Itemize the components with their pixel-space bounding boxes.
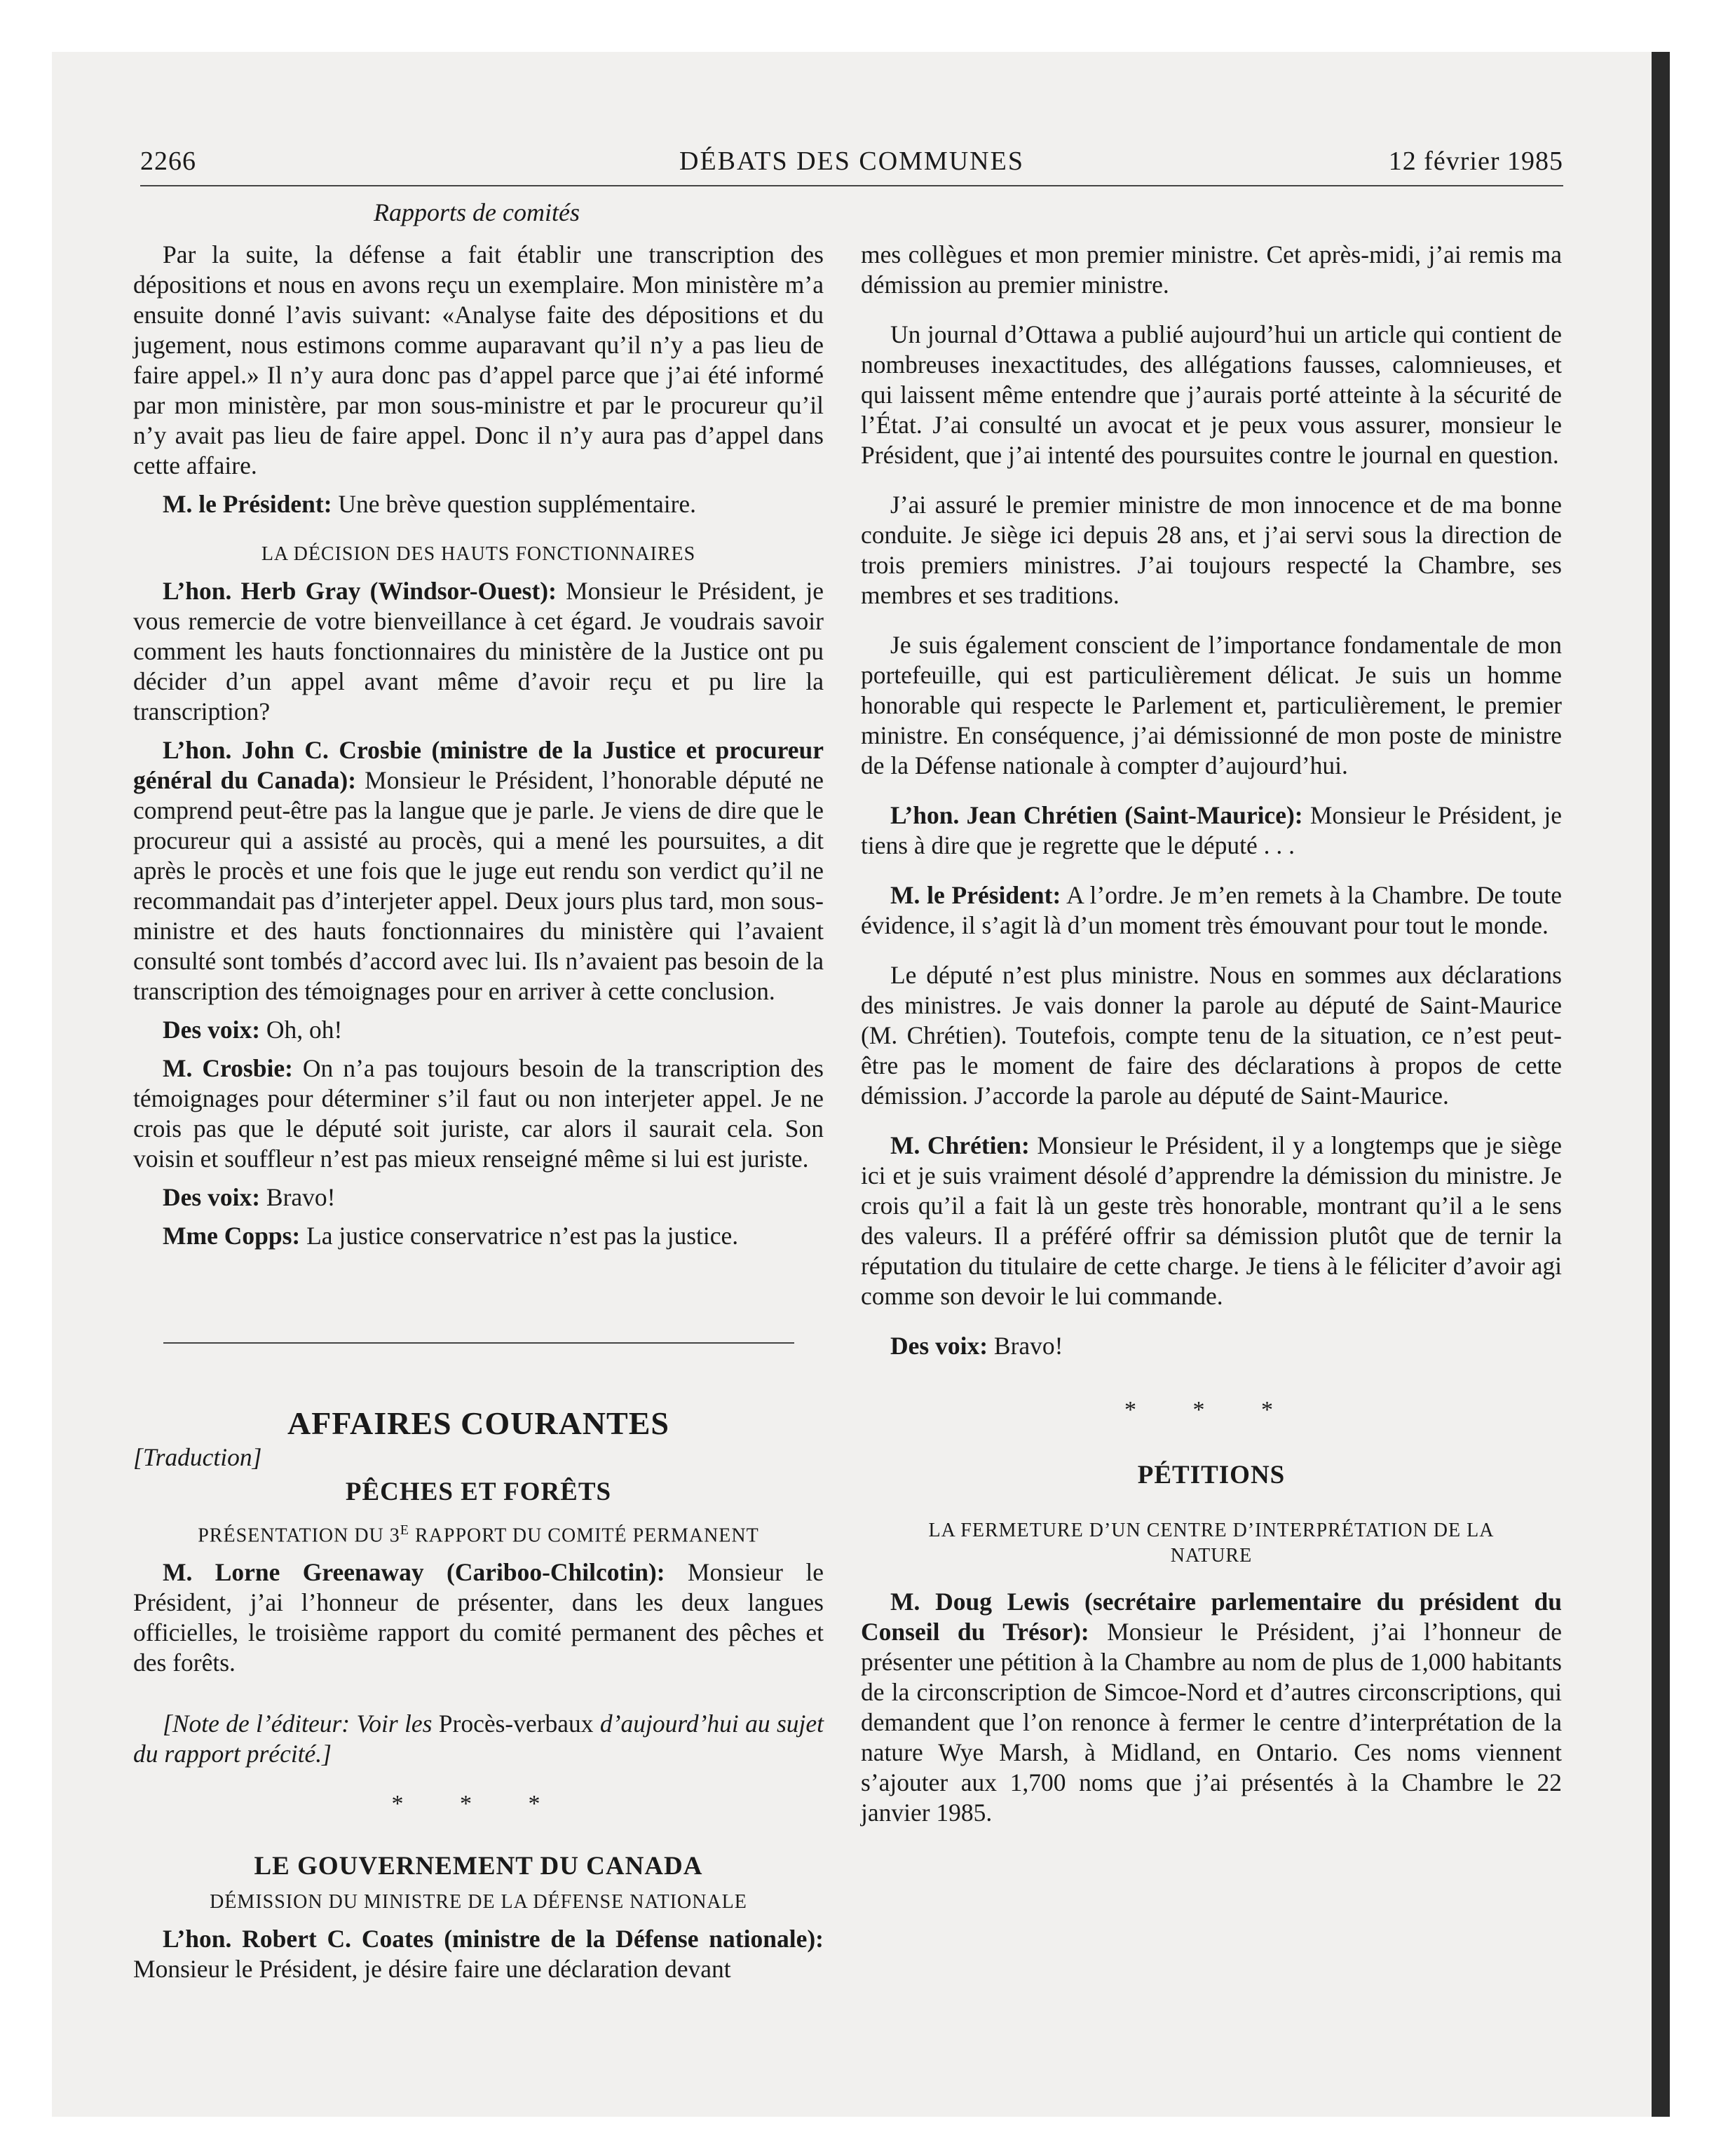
subheading-text: RAPPORT DU COMITÉ PERMANENT xyxy=(409,1524,759,1547)
speech xyxy=(133,489,824,519)
speech-text: Monsieur le Président, je désire faire une déclaration devant xyxy=(133,1955,731,1984)
speech-text: Monsieur le Président, il y a longtemps que je siège ici et je suis vraiment désolé d’apprendre la démission du ministre. Je crois qu’il a fait là un geste très honorable, montrant qu’il a le sens des valeurs. Il a préféré offrir sa démission plutôt que de ternir la réputation du titulaire de cette charge. Je tiens à le féliciter d’avoir agi comme son devoir le lui commande. xyxy=(861,1131,1562,1310)
speech-text: Monsieur le Président, je vous remercie de votre bienveillance à cet égard. Je voudrais savoir comment les hauts fonctionnaires du ministère de la Justice ont pu décider d’un appel avant même d’avoir reçu et pu lire la transcription? xyxy=(133,577,824,725)
speech xyxy=(133,1924,824,1984)
section-separator: * * * xyxy=(391,1791,566,1817)
speech xyxy=(861,1587,1562,1828)
binding-edge xyxy=(1652,52,1670,2117)
speaker: M. le Président: xyxy=(163,490,332,518)
left-column xyxy=(133,240,824,1984)
section-separator: * * * xyxy=(1124,1397,1298,1423)
speaker: M. le Président: xyxy=(890,881,1061,909)
section-heading: AFFAIRES COURANTES xyxy=(287,1405,669,1441)
translation-marker: [Traduction] xyxy=(133,1443,262,1471)
speech-text: On n’a pas toujours besoin de la transcription des témoignages pour déterminer s’il faut ou non interjeter appel. Je ne crois pas que le député soit juriste, car alors il saurait cela. Son voisin et souffleur n’est pas mieux renseigné même si lui est juriste. xyxy=(133,1054,824,1173)
paragraph: Un journal d’Ottawa a publié aujourd’hui un article qui contient de nombreuses inexactitudes, des allégations fausses, calomnieuses, et qui laissent même entendre que j’aurais porté atteinte à la sécurité de l’État. J’ai consulté un avocat et je peux vous assurer, monsieur le Président, que j’ai intenté des poursuites contre le journal en question. xyxy=(861,320,1562,469)
subheading xyxy=(133,1515,824,1550)
speech-text: Bravo! xyxy=(260,1183,336,1211)
speech xyxy=(133,735,824,1007)
superscript: E xyxy=(400,1522,409,1538)
speaker: M. Doug Lewis (secrétaire parlementaire du président du Conseil du Trésor): xyxy=(861,1588,1562,1646)
section-divider xyxy=(163,1342,794,1344)
publication-title: DÉBATS DES COMMUNES xyxy=(679,146,1024,176)
speech-text: Monsieur le Président, j’ai l’honneur de présenter, dans les deux langues officielles, le troisième rapport du comité permanent des pêches et des forêts. xyxy=(133,1558,824,1677)
speaker: L’hon. Jean Chrétien (Saint-Maurice): xyxy=(890,801,1303,829)
speaker: Mme Copps: xyxy=(163,1222,301,1250)
paragraph: mes collègues et mon premier ministre. Cet après-midi, j’ai remis ma démission au premier ministre. xyxy=(861,240,1562,299)
paragraph: Par la suite, la défense a fait établir une transcription des dépositions et nous en avons reçu un exemplaire. Mon ministère m’a ensuite donné l’avis suivant: «Analyse faite des dépositions et du jugement, nous estimons comme auparavant qu’il n’y a pas lieu de faire appel.» Il n’y aura donc pas d’appel parce que j’ai été informé par mon ministère, par mon sous-ministre et par le procureur qu’il n’y avait pas lieu de faire appel. Donc il n’y aura pas d’appel dans cette affaire. xyxy=(133,240,824,479)
speaker: L’hon. Herb Gray (Windsor-Ouest): xyxy=(163,577,557,605)
speech xyxy=(861,1331,1562,1361)
speech-text: A l’ordre. Je m’en remets à la Chambre. De toute évidence, il s’agit là d’un moment très émouvant pour tout le monde. xyxy=(861,881,1562,939)
speaker: L’hon. Robert C. Coates (ministre de la Défense nationale): xyxy=(163,1925,824,1953)
speaker: M. Lorne Greenaway (Cariboo-Chilcotin): xyxy=(163,1558,665,1587)
speech xyxy=(133,1015,824,1045)
speaker: Des voix: xyxy=(163,1016,261,1044)
right-column xyxy=(861,240,1562,1828)
speech xyxy=(133,1182,824,1213)
running-head: Rapports de comités xyxy=(374,198,580,226)
issue-date: 12 février 1985 xyxy=(1388,146,1563,176)
section-heading: LE GOUVERNEMENT DU CANADA xyxy=(254,1852,703,1881)
speaker: Des voix: xyxy=(163,1183,261,1211)
speech xyxy=(133,1053,824,1174)
speech-text: Oh, oh! xyxy=(260,1016,343,1044)
speaker: L’hon. John C. Crosbie (ministre de la Justice et procureur général du Canada): xyxy=(133,736,824,794)
subheading: DÉMISSION DU MINISTRE DE LA DÉFENSE NATIONALE xyxy=(210,1891,747,1913)
speech xyxy=(861,1131,1562,1311)
paragraph: Je suis également conscient de l’importance fondamentale de mon portefeuille, qui est particulièrement délicat. Je suis un homme honorable qui respecte le Parlement et, particulièrement, le premier ministre. En conséquence, j’ai démissionné de mon poste de ministre de la Défense nationale à compter d’aujourd’hui. xyxy=(861,631,1562,779)
speaker: M. Chrétien: xyxy=(890,1131,1030,1159)
speech-text: Une brève question supplémentaire. xyxy=(332,490,697,518)
speech-text: Monsieur le Président, l’honorable député ne comprend peut-être pas la langue que je parle. Je viens de dire que le procureur qui a assisté au procès, qui a mené les poursuites, a dit après le procès et une fois que le juge eut rendu son verdict qu’il ne recommandait pas d’interjeter appel. Deux jours plus tard, mon sous-ministre et des hauts fonctionnaires du ministère qui l’avaient consulté sont tombés d’accord avec lui. Ils n’avaient pas besoin de la transcription des témoignages pour en arriver à cette conclusion. xyxy=(133,766,824,1005)
speech-text: La justice conservatrice n’est pas la justice. xyxy=(300,1222,739,1250)
note-text: d’aujourd’hui au sujet du rapport précité.] xyxy=(133,1710,824,1768)
speaker: M. Crosbie: xyxy=(163,1054,293,1082)
speech xyxy=(133,576,824,727)
editor-note xyxy=(133,1709,824,1769)
speaker: Des voix: xyxy=(890,1332,988,1360)
section-heading: PÉTITIONS xyxy=(1137,1461,1286,1489)
paragraph: J’ai assuré le premier ministre de mon innocence et de ma bonne conduite. Je siège ici depuis 28 ans, et j’ai servi sous la direction de trois premiers ministres. J’ai toujours respecté la Chambre, ses membres et ses traditions. xyxy=(861,491,1562,609)
note-text: Procès-verbaux xyxy=(438,1710,594,1738)
speech xyxy=(133,1221,824,1251)
page-number: 2266 xyxy=(140,146,196,176)
section-heading: PÊCHES ET FORÊTS xyxy=(345,1478,612,1506)
subheading-text: PRÉSENTATION DU 3 xyxy=(198,1524,400,1547)
subheading: LA DÉCISION DES HAUTS FONCTIONNAIRES xyxy=(261,543,696,565)
subheading: LA FERMETURE D’UN CENTRE D’INTERPRÉTATION DE LA NATURE xyxy=(928,1520,1495,1567)
speech-text: Bravo! xyxy=(988,1332,1063,1360)
speech xyxy=(861,800,1562,861)
speech xyxy=(133,1557,824,1678)
paragraph: Le député n’est plus ministre. Nous en sommes aux déclarations des ministres. Je vais donner la parole au député de Saint-Maurice (M. Chrétien). Toutefois, compte tenu de la situation, ce n’est peut-être pas le moment de faire des déclarations à propos de cette démission. J’accorde la parole au député de Saint-Maurice. xyxy=(861,961,1562,1110)
speech-text: Monsieur le Président, j’ai l’honneur de présenter une pétition à la Chambre au nom de plus de 1,000 habitants de la circonscription de Simcoe-Nord et d’autres circonscriptions, qui demandent que l’on renonce à fermer le centre d’interprétation de la nature Wye Marsh, à Midland, en Ontario. Ces noms viennent s’ajouter aux 1,700 noms que j’ai présentés à la Chambre le 22 janvier 1985. xyxy=(861,1618,1562,1827)
speech-text: Monsieur le Président, je tiens à dire que je regrette que le député . . . xyxy=(861,801,1562,859)
page-header xyxy=(140,146,1563,186)
note-text: [Note de l’éditeur: Voir les xyxy=(163,1710,439,1738)
speech xyxy=(861,880,1562,941)
